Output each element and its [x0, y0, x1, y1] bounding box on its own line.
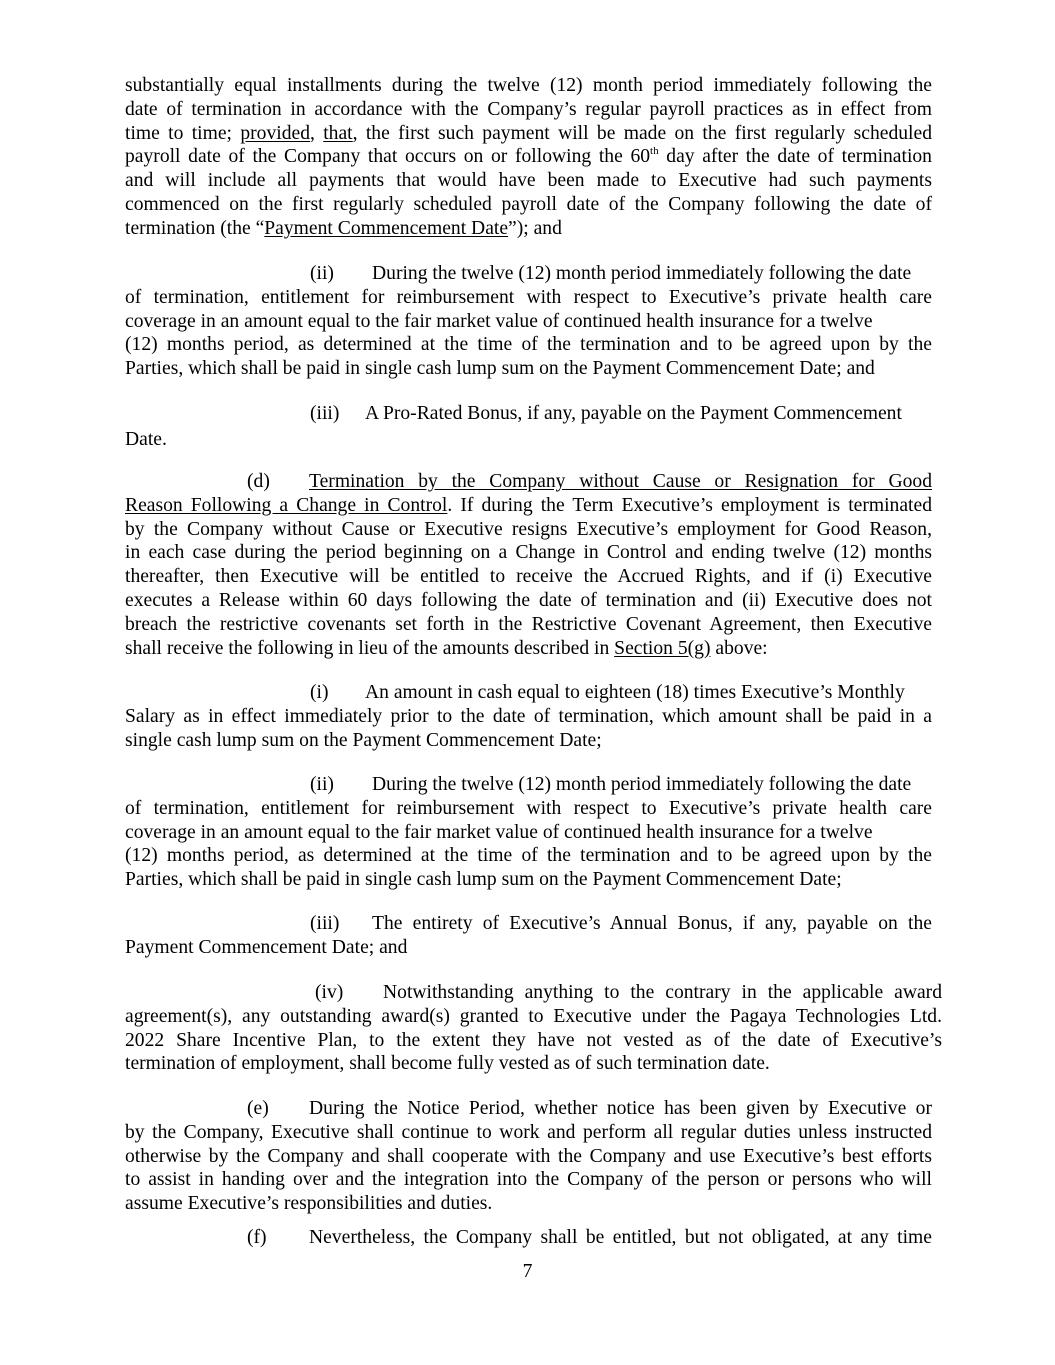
- clause-label: (ii): [310, 774, 334, 795]
- section-heading-cont: Reason Following a Change in Control: [125, 494, 448, 516]
- paragraph-c-i-continuation: [125, 74, 932, 241]
- paragraph-e: [125, 1097, 932, 1216]
- text-line: substantially equal installments during the twelve (12) month period immediately following the: [125, 75, 932, 96]
- clause-label: (iv): [315, 982, 344, 1003]
- text-line: (12) months period, as determined at the time of the termination and to be agreed upon by the: [125, 334, 932, 356]
- text-line: agreement(s), any outstanding award(s) granted to Executive under the Pagaya Technologies Ltd.: [125, 1005, 942, 1027]
- text-line: assume Executive’s responsibilities and duties.: [125, 1193, 493, 1215]
- clause-label: (i): [310, 682, 329, 703]
- text-line: (f) Nevertheless, the Company shall be entitled, but not obligated, at any time: [247, 1227, 932, 1248]
- paragraph-d-iv: [125, 981, 942, 1076]
- page-number: 7: [522, 1261, 533, 1282]
- text-line: in each case during the period beginning on a Change in Control and ending twelve (12) months: [125, 542, 932, 564]
- text-line: Salary as in effect immediately prior to the date of termination, which amount shall be paid in a: [125, 705, 932, 727]
- section-reference: Section 5(g): [614, 637, 711, 659]
- paragraph-d-i: [125, 681, 932, 752]
- text-line: (ii) During the twelve (12) month period immediately following the date: [310, 774, 912, 795]
- provided-term: provided: [240, 122, 310, 144]
- paragraph-d-iii: [125, 912, 932, 960]
- text-line: (12) months period, as determined at the time of the termination and to be agreed upon by the: [125, 845, 932, 867]
- text-line: Reason Following a Change in Control. If during the Term Executive’s employment is terminated: [125, 494, 932, 516]
- clause-label: (f): [247, 1227, 267, 1248]
- text-line: executes a Release within 60 days following the date of termination and (ii) Executive does not: [125, 589, 932, 611]
- clause-label: (iii): [310, 913, 340, 934]
- text-line: time to time; provided, that, the first such payment will be made on the first regularly scheduled: [125, 122, 932, 144]
- text-line: by the Company, Executive shall continue to work and perform all regular duties unless instructed: [125, 1121, 932, 1143]
- text-line: Parties, which shall be paid in single cash lump sum on the Payment Commencement Date;: [125, 869, 842, 891]
- text-line: shall receive the following in lieu of the amounts described in Section 5(g) above:: [125, 637, 768, 659]
- text-line: (ii) During the twelve (12) month period immediately following the date: [310, 263, 912, 284]
- text-line: (iii) A Pro-Rated Bonus, if any, payable on the Payment Commencement: [310, 403, 902, 424]
- text-line: by the Company without Cause or Executive resigns Executive’s employment for Good Reason,: [125, 518, 932, 540]
- text-line: 2022 Share Incentive Plan, to the extent they have not vested as of the date of Executive’s: [125, 1029, 942, 1051]
- paragraph-c-iii: [125, 402, 932, 452]
- text-line: (e) During the Notice Period, whether notice has been given by Executive or: [247, 1098, 932, 1119]
- text-line: Payment Commencement Date; and: [125, 936, 408, 958]
- text-line: Parties, which shall be paid in single cash lump sum on the Payment Commencement Date; and: [125, 358, 875, 380]
- ordinal-superscript: th: [650, 144, 659, 157]
- text-line: to assist in handing over and the integration into the Company of the person or persons who will: [125, 1169, 932, 1191]
- section-heading: Termination by the Company without Cause or Resignation for Good: [309, 471, 932, 492]
- paragraph-c-ii: [125, 262, 932, 381]
- text-line: (iv) Notwithstanding anything to the contrary in the applicable award: [315, 982, 942, 1003]
- text-line: coverage in an amount equal to the fair market value of continued health insurance for a twelve: [125, 821, 873, 843]
- text-line: Date.: [125, 428, 167, 450]
- that-term: that: [323, 122, 353, 144]
- text-line: breach the restrictive covenants set forth in the Restrictive Covenant Agreement, then Executive: [125, 613, 932, 635]
- paragraph-f: [125, 1226, 932, 1250]
- paragraph-d-ii: [125, 773, 932, 892]
- text-line: of termination, entitlement for reimbursement with respect to Executive’s private health care: [125, 286, 932, 308]
- defined-term-payment-commencement-date: Payment Commencement Date: [264, 217, 509, 239]
- text-line: coverage in an amount equal to the fair market value of continued health insurance for a twelve: [125, 310, 873, 332]
- clause-label: (d): [247, 471, 270, 492]
- text-line: termination of employment, shall become fully vested as of such termination date.: [125, 1053, 770, 1075]
- clause-label: (iii): [310, 403, 340, 424]
- text-line: payroll date of the Company that occurs on or following the 60th day after the date of termination: [125, 144, 932, 168]
- text-line: commenced on the first regularly scheduled payroll date of the Company following the date of: [125, 193, 932, 215]
- text-line: termination (the “Payment Commencement Date”); and: [125, 217, 562, 239]
- text-line: [125, 470, 932, 494]
- paragraph-d: [125, 470, 932, 660]
- clause-label: (e): [247, 1098, 269, 1119]
- clause-label: (ii): [310, 263, 334, 284]
- text-line: otherwise by the Company and shall cooperate with the Company and use Executive’s best efforts: [125, 1145, 932, 1167]
- text-line: (i) An amount in cash equal to eighteen (18) times Executive’s Monthly: [310, 682, 905, 703]
- text-line: thereafter, then Executive will be entitled to receive the Accrued Rights, and if (i) Executive: [125, 566, 932, 588]
- text-line: single cash lump sum on the Payment Commencement Date;: [125, 729, 602, 751]
- text-line: date of termination in accordance with the Company’s regular payroll practices as in effect from: [125, 98, 932, 120]
- text-line: of termination, entitlement for reimbursement with respect to Executive’s private health care: [125, 797, 932, 819]
- text-line: (iii) The entirety of Executive’s Annual Bonus, if any, payable on the: [310, 913, 932, 934]
- text-line: and will include all payments that would have been made to Executive had such payments: [125, 170, 932, 192]
